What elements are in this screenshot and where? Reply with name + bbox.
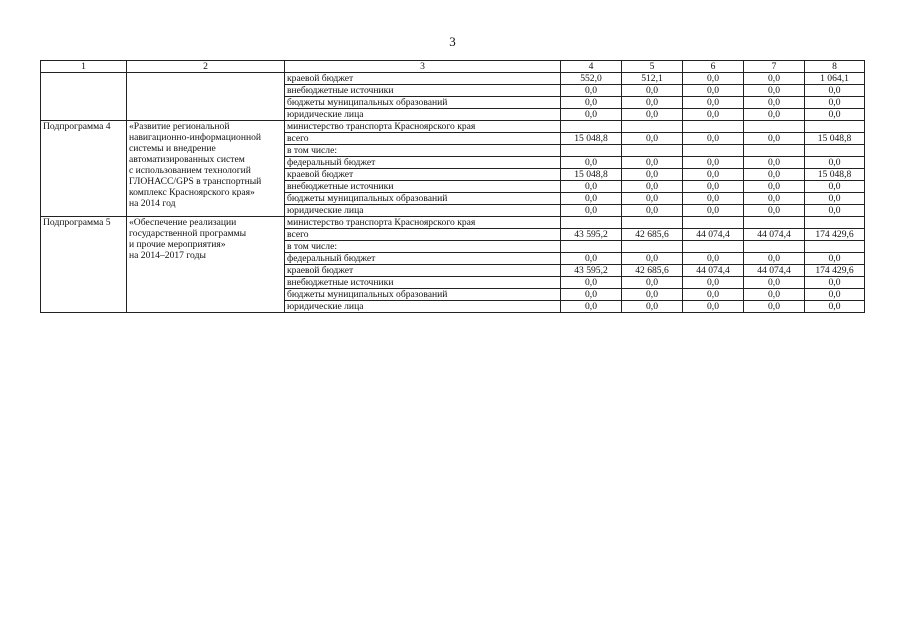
value-cell: 0,0 [622, 205, 683, 217]
page-number: 3 [449, 34, 456, 49]
value-cell: 0,0 [744, 157, 805, 169]
subprogram-title-line: на 2014–2017 годы [129, 250, 206, 261]
table-row [41, 217, 865, 229]
value-cell: 0,0 [622, 133, 683, 145]
value-cell: 0,0 [683, 73, 744, 85]
value-cell: 0,0 [561, 193, 622, 205]
row-label: юридические лица [285, 301, 561, 313]
value-cell: 0,0 [744, 85, 805, 97]
value-cell: 552,0 [561, 73, 622, 85]
value-cell: 43 595,2 [561, 265, 622, 277]
value-cell: 174 429,6 [805, 229, 865, 241]
row-label: краевой бюджет [285, 73, 561, 85]
value-cell: 0,0 [561, 301, 622, 313]
value-cell [744, 121, 805, 133]
value-cell: 0,0 [744, 109, 805, 121]
value-cell [805, 121, 865, 133]
subprogram-title-line: навигационно-информационной [129, 132, 262, 143]
value-cell: 0,0 [622, 97, 683, 109]
header-cell: 3 [285, 61, 561, 73]
row-label: министерство транспорта Красноярского края [285, 121, 561, 133]
value-cell: 0,0 [683, 277, 744, 289]
row-label: в том числе: [285, 145, 561, 157]
header-cell: 2 [127, 61, 285, 73]
value-cell: 0,0 [561, 289, 622, 301]
value-cell: 0,0 [805, 181, 865, 193]
value-cell: 0,0 [622, 193, 683, 205]
value-cell [805, 241, 865, 253]
value-cell [805, 145, 865, 157]
value-cell [622, 241, 683, 253]
value-cell: 0,0 [683, 97, 744, 109]
value-cell: 15 048,8 [805, 133, 865, 145]
table-body [41, 73, 865, 313]
value-cell: 44 074,4 [683, 265, 744, 277]
subprogram-title-line: автоматизированных систем [129, 154, 245, 165]
header-cell: 8 [805, 61, 865, 73]
value-cell: 0,0 [683, 301, 744, 313]
value-cell: 0,0 [744, 253, 805, 265]
value-cell: 0,0 [561, 277, 622, 289]
value-cell: 0,0 [683, 289, 744, 301]
row-label: бюджеты муниципальных образований [285, 193, 561, 205]
value-cell: 0,0 [683, 205, 744, 217]
header-cell: 1 [41, 61, 127, 73]
value-cell: 512,1 [622, 73, 683, 85]
value-cell: 0,0 [683, 253, 744, 265]
value-cell: 43 595,2 [561, 229, 622, 241]
value-cell [744, 145, 805, 157]
value-cell: 0,0 [744, 73, 805, 85]
value-cell: 0,0 [561, 109, 622, 121]
value-cell: 0,0 [805, 157, 865, 169]
value-cell: 0,0 [744, 181, 805, 193]
value-cell: 0,0 [744, 277, 805, 289]
value-cell: 0,0 [622, 289, 683, 301]
value-cell: 0,0 [744, 205, 805, 217]
row-label: бюджеты муниципальных образований [285, 289, 561, 301]
value-cell [561, 145, 622, 157]
row-label: всего [285, 229, 561, 241]
row-label: юридические лица [285, 205, 561, 217]
subprogram-title-line: с использованием технологий [129, 165, 251, 176]
value-cell: 0,0 [683, 181, 744, 193]
value-cell: 0,0 [622, 157, 683, 169]
value-cell: 0,0 [744, 97, 805, 109]
subprogram-title-line: «Развитие региональной [129, 121, 230, 132]
value-cell: 0,0 [683, 133, 744, 145]
value-cell [683, 217, 744, 229]
budget-table [40, 60, 865, 313]
row-label: краевой бюджет [285, 265, 561, 277]
value-cell: 0,0 [683, 85, 744, 97]
subprogram-title-line: государственной программы [129, 228, 247, 239]
value-cell: 0,0 [561, 97, 622, 109]
value-cell: 44 074,4 [744, 265, 805, 277]
row-label: бюджеты муниципальных образований [285, 97, 561, 109]
value-cell: 0,0 [805, 205, 865, 217]
header-cell: 7 [744, 61, 805, 73]
value-cell: 0,0 [744, 133, 805, 145]
value-cell: 42 685,6 [622, 265, 683, 277]
value-cell: 0,0 [561, 253, 622, 265]
value-cell [744, 217, 805, 229]
value-cell [805, 217, 865, 229]
value-cell: 0,0 [683, 169, 744, 181]
subprogram-title-line: системы и внедрение [129, 143, 216, 154]
value-cell: 0,0 [744, 289, 805, 301]
value-cell: 0,0 [622, 277, 683, 289]
value-cell: 0,0 [561, 181, 622, 193]
subprogram-title-line: ГЛОНАСС/GPS в транспортный [129, 176, 262, 187]
header-cell: 6 [683, 61, 744, 73]
value-cell [744, 241, 805, 253]
value-cell: 0,0 [744, 301, 805, 313]
value-cell: 0,0 [805, 289, 865, 301]
row-label: внебюджетные источники [285, 85, 561, 97]
subprogram-title [127, 121, 285, 217]
row-label: внебюджетные источники [285, 277, 561, 289]
value-cell: 44 074,4 [683, 229, 744, 241]
value-cell [561, 241, 622, 253]
subprogram-title-line: на 2014 год [129, 198, 176, 209]
value-cell: 1 064,1 [805, 73, 865, 85]
value-cell [622, 217, 683, 229]
row-label: внебюджетные источники [285, 181, 561, 193]
value-cell: 15 048,8 [561, 169, 622, 181]
value-cell: 42 685,6 [622, 229, 683, 241]
value-cell [561, 121, 622, 133]
value-cell: 0,0 [805, 193, 865, 205]
value-cell: 174 429,6 [805, 265, 865, 277]
value-cell: 0,0 [561, 157, 622, 169]
value-cell: 0,0 [683, 109, 744, 121]
value-cell: 0,0 [805, 85, 865, 97]
value-cell [683, 241, 744, 253]
row-label: в том числе: [285, 241, 561, 253]
row-label: министерство транспорта Красноярского края [285, 217, 561, 229]
header-cell: 4 [561, 61, 622, 73]
value-cell: 15 048,8 [805, 169, 865, 181]
subprogram-title-line: «Обеспечение реализации [129, 217, 237, 228]
value-cell: 0,0 [805, 97, 865, 109]
row-label: федеральный бюджет [285, 157, 561, 169]
value-cell: 0,0 [744, 193, 805, 205]
value-cell: 44 074,4 [744, 229, 805, 241]
subprogram-title-line: комплекс Красноярского края» [129, 187, 255, 198]
value-cell: 0,0 [805, 301, 865, 313]
row-label: всего [285, 133, 561, 145]
value-cell: 0,0 [622, 253, 683, 265]
value-cell: 0,0 [561, 205, 622, 217]
value-cell: 15 048,8 [561, 133, 622, 145]
subprogram-title [127, 217, 285, 313]
value-cell [622, 145, 683, 157]
value-cell [622, 121, 683, 133]
value-cell [561, 217, 622, 229]
row-label: юридические лица [285, 109, 561, 121]
subprogram-code: Подпрограмма 4 [41, 121, 127, 217]
value-cell [683, 121, 744, 133]
value-cell: 0,0 [622, 109, 683, 121]
row-label: краевой бюджет [285, 169, 561, 181]
value-cell: 0,0 [622, 301, 683, 313]
row-label: федеральный бюджет [285, 253, 561, 265]
value-cell: 0,0 [744, 169, 805, 181]
header-cell: 5 [622, 61, 683, 73]
value-cell: 0,0 [805, 277, 865, 289]
table-row [41, 121, 865, 133]
value-cell: 0,0 [622, 181, 683, 193]
value-cell: 0,0 [622, 85, 683, 97]
value-cell [683, 145, 744, 157]
value-cell: 0,0 [805, 109, 865, 121]
table-row [41, 73, 865, 85]
value-cell: 0,0 [683, 157, 744, 169]
value-cell: 0,0 [805, 253, 865, 265]
subprogram-code: Подпрограмма 5 [41, 217, 127, 313]
value-cell: 0,0 [622, 169, 683, 181]
value-cell: 0,0 [561, 85, 622, 97]
header-row [41, 61, 865, 73]
subprogram-title-line: и прочие мероприятия» [129, 239, 226, 250]
empty-title-cell [127, 73, 285, 121]
value-cell: 0,0 [683, 193, 744, 205]
empty-code-cell [41, 73, 127, 121]
